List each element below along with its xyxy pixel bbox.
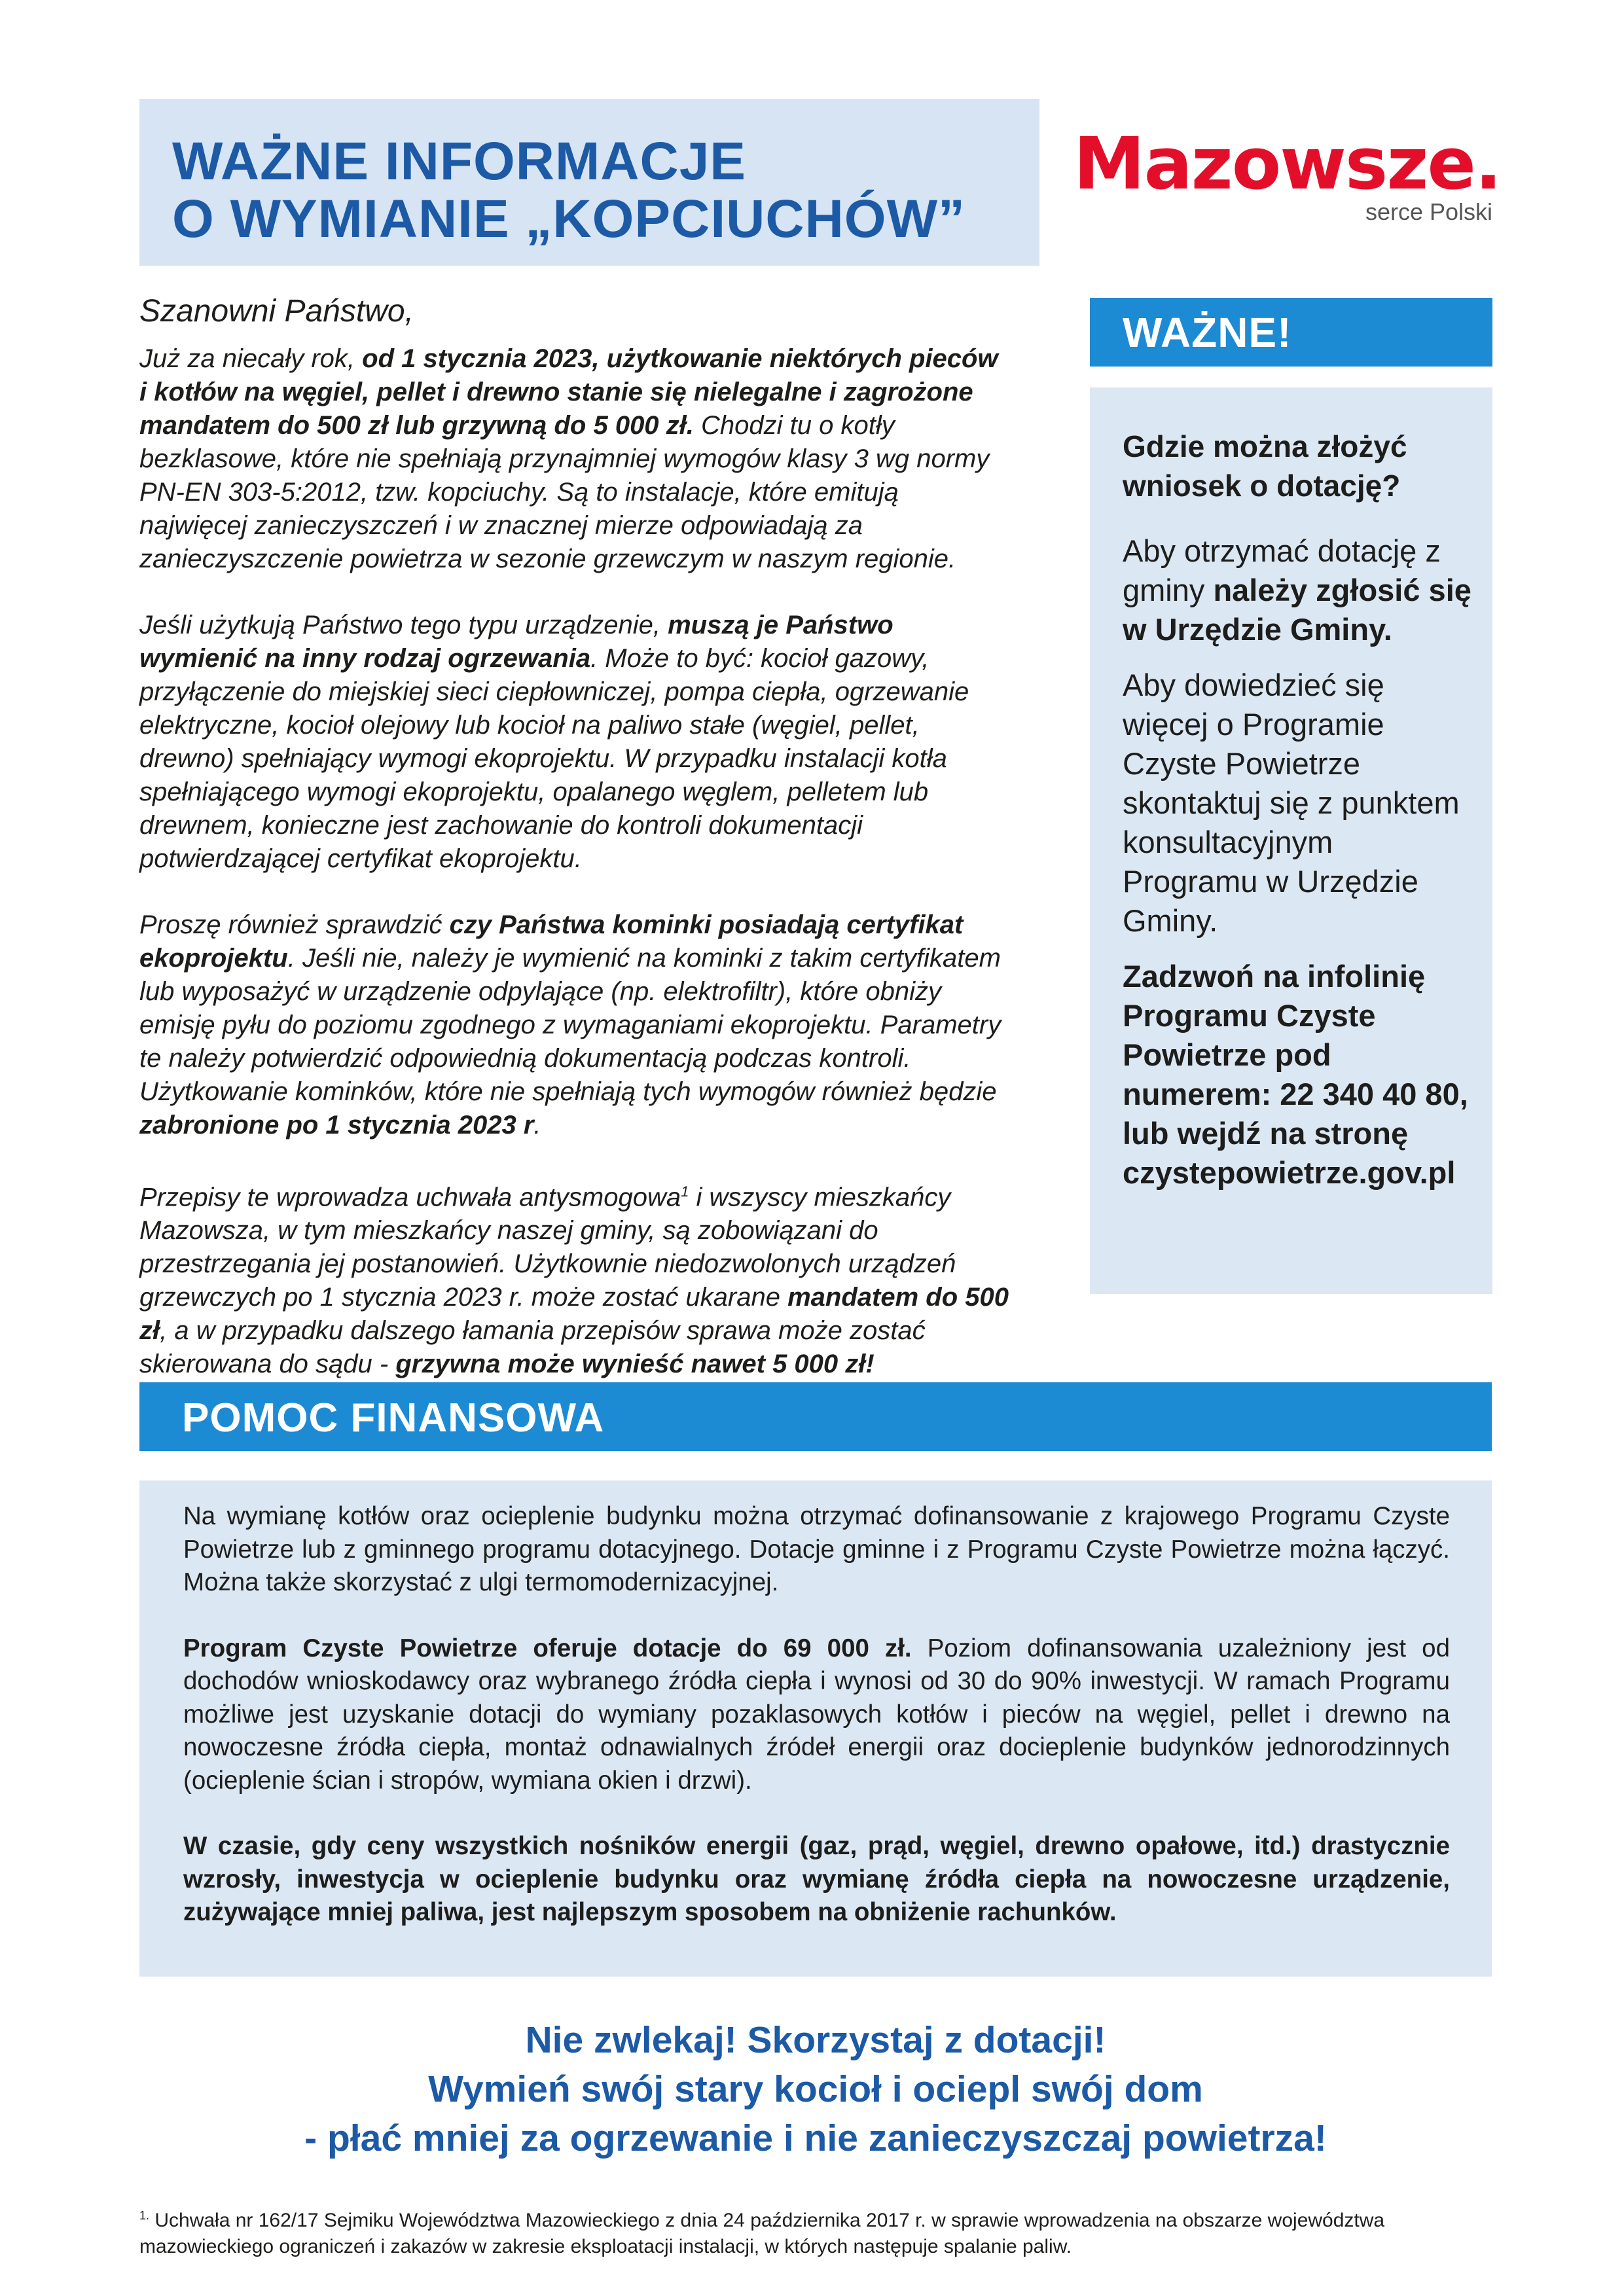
financial-panel — [139, 1480, 1492, 1977]
logo-tagline: serce Polski — [1365, 198, 1492, 225]
important-paragraph-2: Aby dowiedzieć się więcej o Programie Czyste Powietrze skontaktuj się z punktem konsultacyjnym Programu w Urzędzie Gminy. — [1123, 668, 1460, 938]
important-panel — [1090, 387, 1492, 1294]
financial-heading-bar — [139, 1382, 1492, 1451]
important-paragraph-1: Aby otrzymać dotację z gminy należy zgłosić się w Urzędzie Gminy. — [1123, 533, 1471, 647]
greeting: Szanowni Państwo, — [139, 294, 414, 329]
letter-paragraph-1: Już za niecały rok, od 1 stycznia 2023, użytkowanie niektórych pieców i kotłów na węgiel, pellet i drewno stanie się nielegalne i zagrożone mandatem do 500 zł lub grzywną do 5 000 zł. Chodzi tu o kotły bezklasowe, które nie spełniają przynajmniej wymogów klasy 3 wg normy PN-EN 303-5:2012, tzw. kopciuchy. Są to instalacje, które emitują najwięcej zanieczyszczeń i w znacznej mierze odpowiadają za zanieczyszczenie powietrza w sezonie grzewczym w naszym regionie. — [139, 344, 998, 573]
footnote — [139, 2202, 1492, 2260]
mazowsze-logo — [1074, 122, 1506, 226]
page-title-line2: O WYMIANIE „KOPCIUCHÓW” — [172, 189, 965, 249]
financial-paragraph-1: Na wymianę kotłów oraz ocieplenie budynku można otrzymać dofinansowanie z krajowego Programu Czyste Powietrze lub z gminnego programu dotacyjnego. Dotacje gminne i z Programu Czyste Powietrze można łączyć. Można także skorzystać z ulgi termomodernizacyjnej. — [183, 1502, 1450, 1596]
important-question: Gdzie można złożyć wniosek o dotację? — [1123, 429, 1407, 503]
important-heading: WAŻNE! — [1123, 309, 1292, 356]
financial-paragraph-2: Program Czyste Powietrze oferuje dotacje do 69 000 zł. Poziom dofinansowania uzależniony jest od dochodów wnioskodawcy oraz wybranego źródła ciepła i wynosi od 30 do 90% inwestycji. W ramach Programu możliwe jest uzyskanie dotacji do wymiany pozaklasowych kotłów i pieców na węgiel, pellet i drewno na nowoczesne źródła ciepła, montaż odnawialnych źródeł energii oraz docieplenie budynków jednorodzinnych (ocieplenie ścian i stropów, wymiana okien i drzwi). — [183, 1634, 1450, 1795]
title-box — [139, 99, 1039, 266]
footnote-text: Uchwała nr 162/17 Sejmiku Województwa Mazowieckiego z dnia 24 października 2017 r. w sprawie wprowadzenia na obszarze województwa mazowieckiego ograniczeń i zakazów w zakresie eksploatacji instalacji, w których następuje spalanie paliw. — [139, 2210, 1385, 2257]
page-title-line1: WAŻNE INFORMACJE — [172, 132, 746, 191]
slogan-line-3: - płać mniej za ogrzewanie i nie zanieczyszczaj powietrza! — [304, 2117, 1327, 2159]
footnote-ref: 1 — [681, 1183, 689, 1200]
financial-paragraph-3: W czasie, gdy ceny wszystkich nośników energii (gaz, prąd, węgiel, drewno opałowe, itd.) drastycznie wzrosły, inwestycja w ocieplenie budynku oraz wymianę źródła ciepła na nowoczesne urządzenie, zużywające mniej paliwa, jest najlepszym sposobem na obniżenie rachunków. — [183, 1832, 1450, 1926]
letter-paragraph-3: Proszę również sprawdzić czy Państwa kominki posiadają certyfikat ekoprojektu. Jeśli nie, należy je wymienić na kominki z takim certyfikatem lub wyposażyć w urządzenie odpylające (np. elektrofiltr), które obniży emisję pyłu do poziomu zgodnego z wymaganiami ekoprojektu. Parametry te należy potwierdzić odpowiednią dokumentacją podczas kontroli. Użytkowanie kominków, które nie spełniają tych wymogów również będzie zabronione po 1 stycznia 2023 r. — [139, 910, 1001, 1139]
important-hotline: Zadzwoń na infolinię Programu Czyste Powietrze pod numerem: 22 340 40 80, lub wejdź na stronę czystepowietrze.gov.pl — [1123, 959, 1468, 1190]
important-heading-bar — [1090, 298, 1492, 367]
logo-wordmark: Mazowsze. — [1074, 122, 1501, 206]
slogan-line-2: Wymień swój stary kocioł i ociepl swój dom — [428, 2068, 1203, 2110]
slogan-line-1: Nie zwlekaj! Skorzystaj z dotacji! — [525, 2019, 1106, 2061]
closing-slogan — [139, 2016, 1492, 2163]
letter-paragraph-4: Przepisy te wprowadza uchwała antysmogowa$^1$ i wszyscy mieszkańcy Mazowsza, w tym mieszkańcy naszej gminy, są zobowiązani do przestrzegania jej postanowień. Użytkownie niedozwolonych urządzeń grzewczych po 1 stycznia 2023 r. może zostać ukarane mandatem do 500 zł, a w przypadku dalszego łamania przepisów sprawa może zostać skierowana do sądu - grzywna może wynieść nawet 5 000 zł! — [139, 1183, 1009, 1379]
footnote-marker: 1. — [139, 2209, 150, 2222]
letter-paragraph-2: Jeśli użytkują Państwo tego typu urządzenie, muszą je Państwo wymienić na inny rodzaj ogrzewania. Może to być: kocioł gazowy, przyłączenie do miejskiej sieci ciepłowniczej, pompa ciepła, ogrzewanie elektryczne, kocioł olejowy lub kocioł na paliwo stałe (węgiel, pellet, drewno) spełniający wymogi ekoprojektu. W przypadku instalacji kotła spełniającego wymogi ekoprojektu, opalanego węglem, pelletem lub drewnem, konieczne jest zachowanie do kontroli dokumentacji potwierdzającej certyfikat ekoprojektu. — [139, 611, 969, 873]
letter-body — [139, 295, 1010, 1414]
financial-heading: POMOC FINANSOWA — [182, 1395, 605, 1441]
